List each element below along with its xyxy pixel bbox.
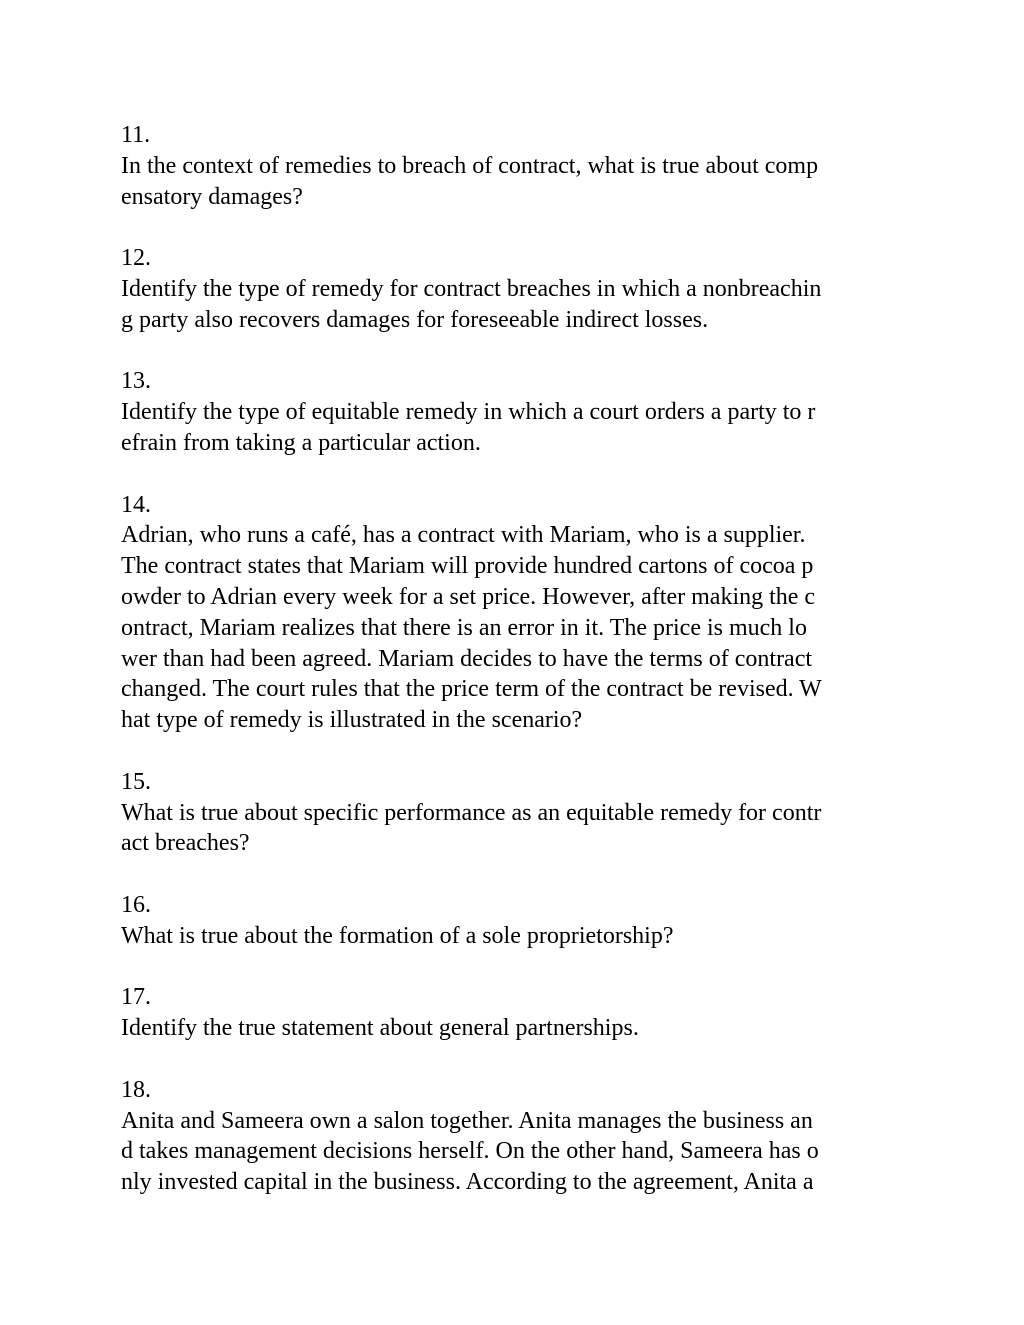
question-text-line: Anita and Sameera own a salon together. Anita manages the business an [121,1107,813,1134]
question-14 [121,490,921,736]
question-13 [121,366,921,458]
question-number: 14. [121,491,151,518]
question-text-line: Adrian, who runs a café, has a contract with Mariam, who is a supplier. [121,522,806,549]
question-12 [121,243,921,335]
question-number: 13. [121,368,151,395]
question-11 [121,120,921,212]
question-number: 18. [121,1076,151,1103]
question-text-line: ontract, Mariam realizes that there is an error in it. The price is much lo [121,614,807,641]
question-number: 12. [121,245,151,272]
question-18 [121,1075,921,1198]
question-16 [121,890,921,952]
question-list [121,120,921,1229]
question-text-line: In the context of remedies to breach of contract, what is true about comp [121,152,819,179]
question-text-line: act breaches? [121,830,250,857]
question-17 [121,982,921,1044]
question-text-line: Identify the type of remedy for contract breaches in which a nonbreachin [121,275,822,302]
question-text-line: owder to Adrian every week for a set price. However, after making the c [121,583,816,610]
question-text-line: nly invested capital in the business. According to the agreement, Anita a [121,1169,814,1196]
question-text-line: d takes management decisions herself. On the other hand, Sameera has o [121,1138,819,1165]
question-text-line: Identify the type of equitable remedy in which a court orders a party to r [121,399,816,426]
question-text-line: wer than had been agreed. Mariam decides to have the terms of contract [121,645,813,672]
question-number: 16. [121,891,151,918]
question-text-line: g party also recovers damages for foreseeable indirect losses. [121,306,709,333]
question-text-line: What is true about specific performance as an equitable remedy for contr [121,799,822,826]
question-number: 17. [121,984,151,1011]
question-text-line: The contract states that Mariam will provide hundred cartons of cocoa p [121,553,814,580]
question-number: 15. [121,768,151,795]
question-15 [121,767,921,859]
question-text-line: Identify the true statement about general partnerships. [121,1015,639,1042]
question-text-line: efrain from taking a particular action. [121,429,481,456]
question-number: 11. [121,122,151,148]
question-text-line: ensatory damages? [121,183,303,210]
question-text-line: changed. The court rules that the price term of the contract be revised. W [121,676,822,703]
question-text-line: What is true about the formation of a sole proprietorship? [121,922,674,949]
question-text-line: hat type of remedy is illustrated in the scenario? [121,707,583,734]
